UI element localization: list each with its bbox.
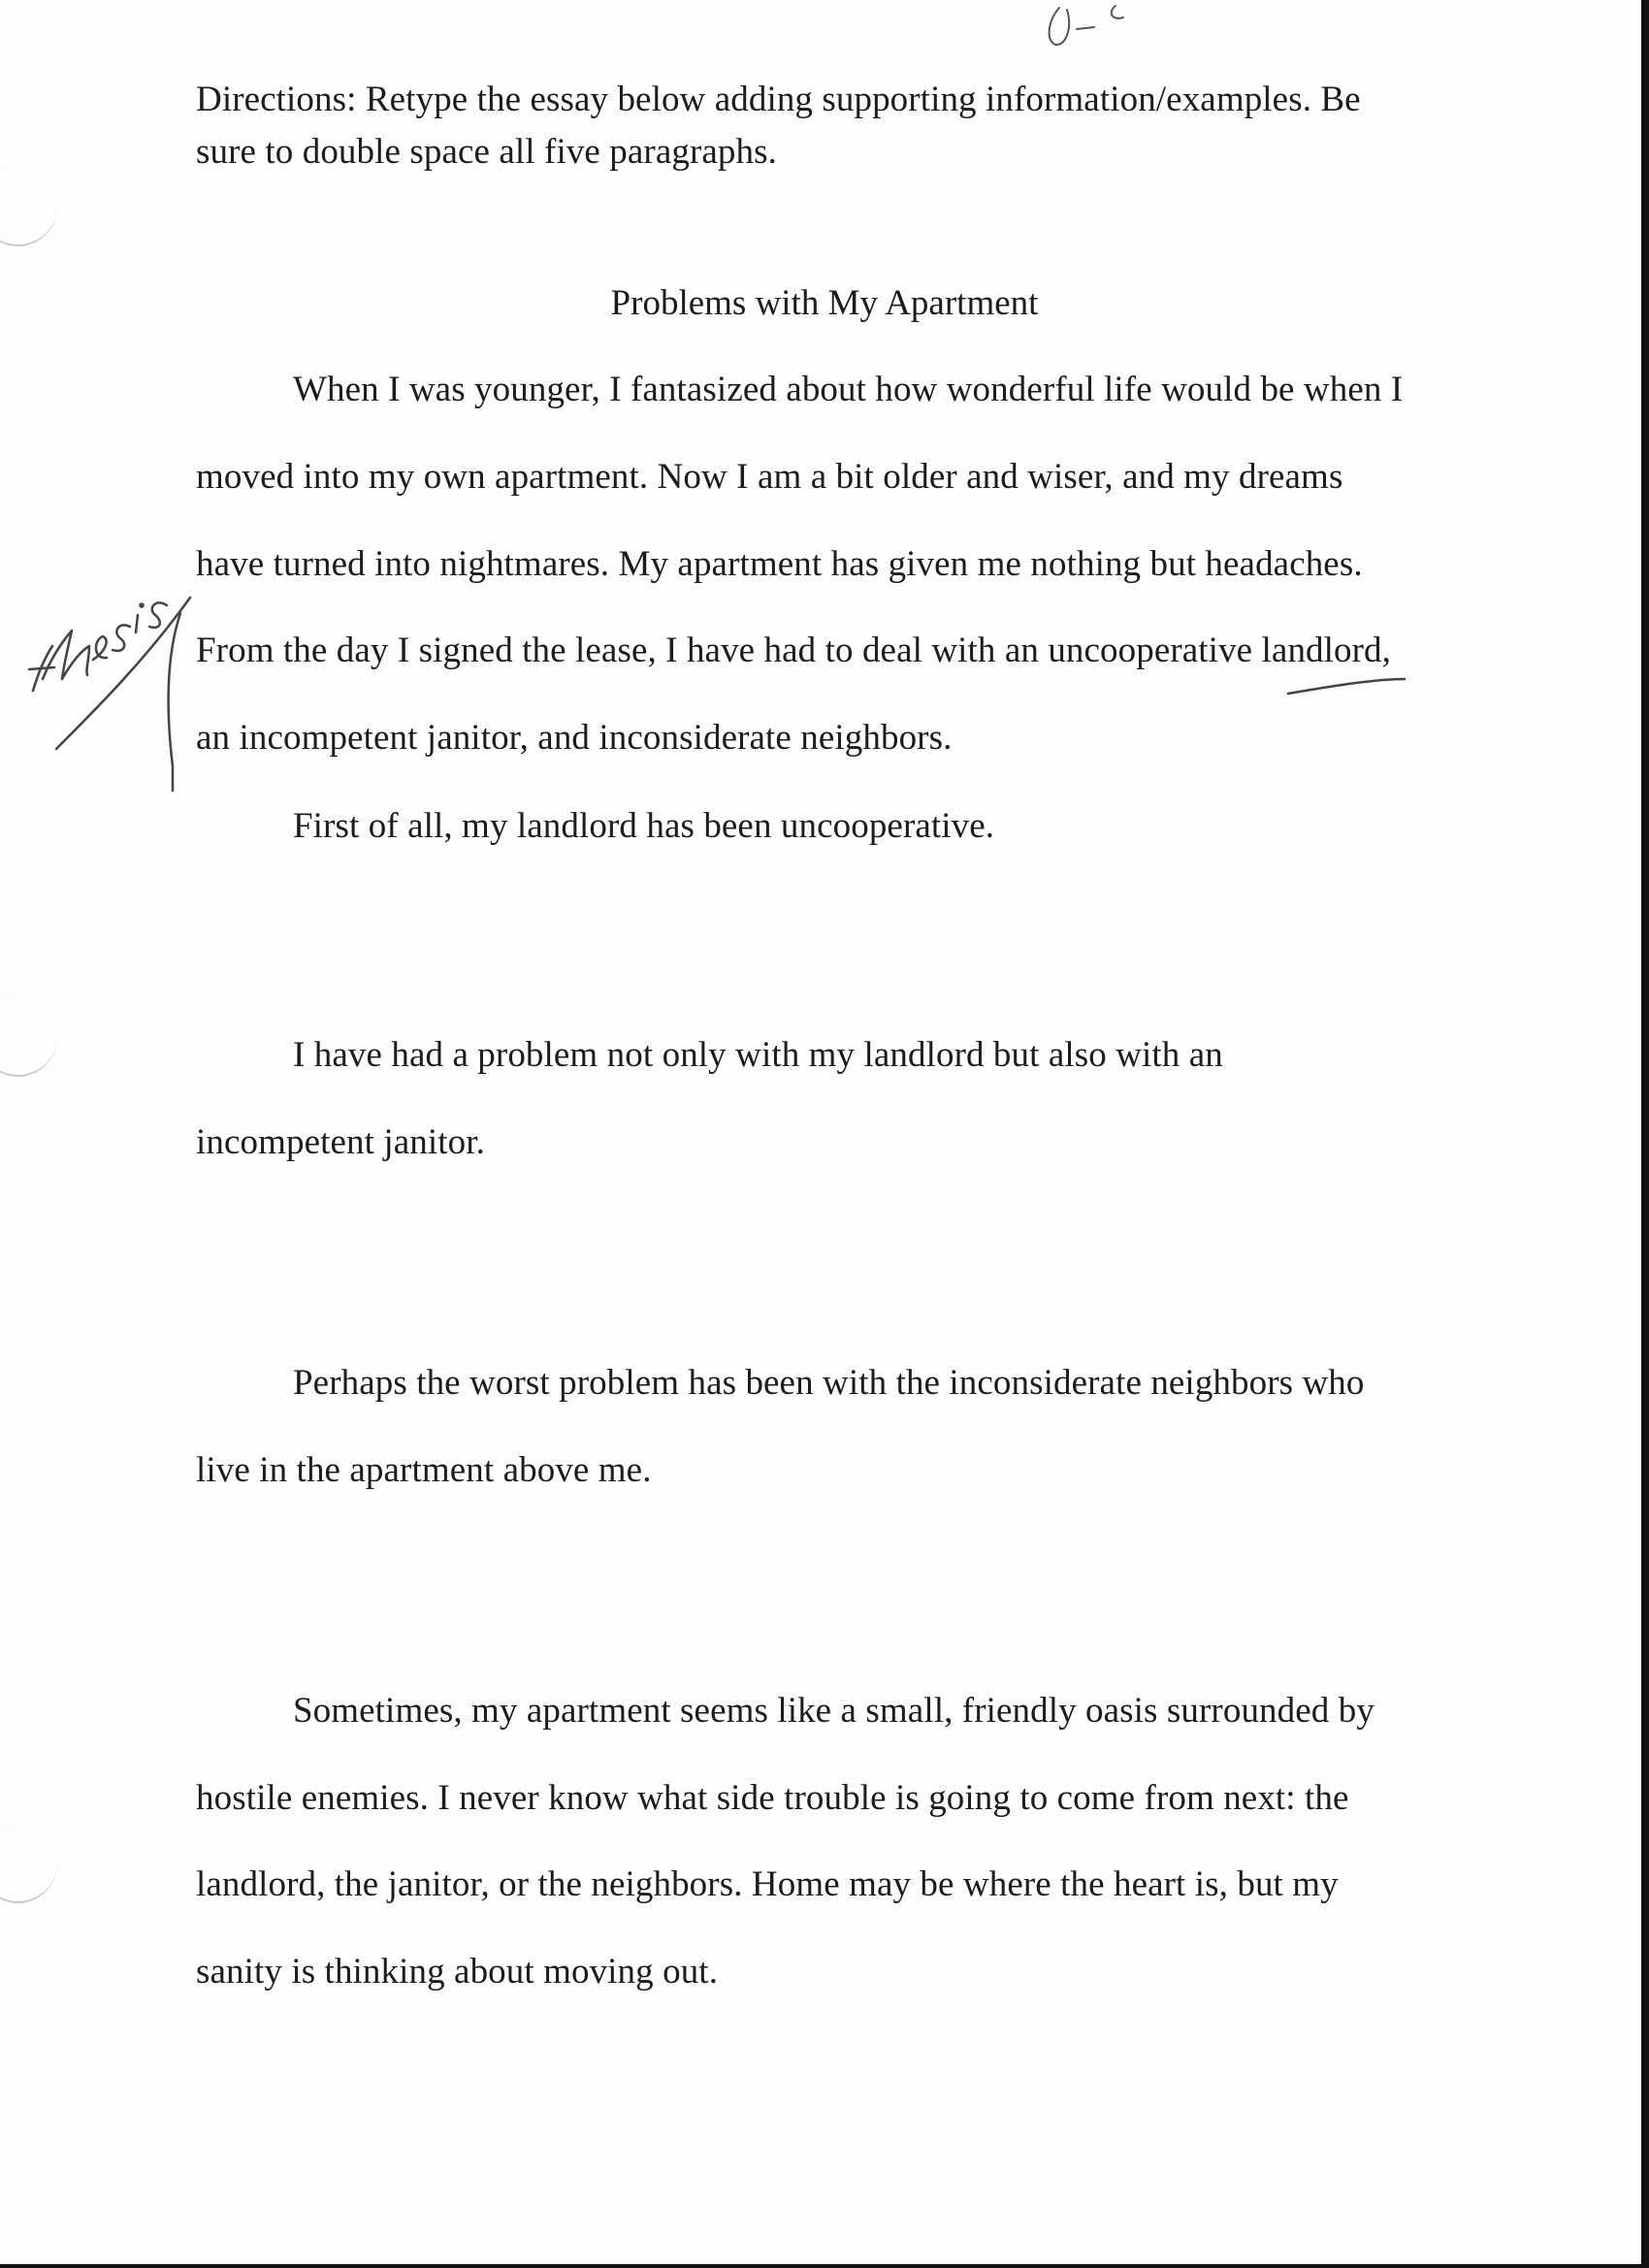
landlord-underline xyxy=(1288,679,1405,694)
conclusion-line-3: landlord, the janitor, or the neighbors. Home may be where the heart is, but my xyxy=(196,1864,1339,1904)
intro-line-1: When I was younger, I fantasized about how wonderful life would be when I xyxy=(293,370,1404,409)
essay-title: Problems with My Apartment xyxy=(610,283,1039,323)
scan-edge-bottom xyxy=(0,2264,1649,2268)
intro-line-5: an incompetent janitor, and inconsiderate neighbors. xyxy=(196,718,953,758)
thesis-pointer xyxy=(56,598,190,749)
directions-line-1: Directions: Retype the essay below adding supporting information/examples. Be xyxy=(196,80,1361,119)
body2-line-1: I have had a problem not only with my landlord but also with an xyxy=(293,1035,1223,1075)
directions-line-2: sure to double space all five paragraphs. xyxy=(196,132,777,172)
body2-line-2: incompetent janitor. xyxy=(196,1122,485,1162)
scan-edge-right xyxy=(1641,0,1649,2268)
binder-hole-top xyxy=(0,167,57,246)
intro-line-4: From the day I signed the lease, I have had to deal with an uncooperative landlord, xyxy=(196,631,1391,670)
intro-line-3: have turned into nightmares. My apartment has given me nothing but headaches. xyxy=(196,544,1363,584)
conclusion-line-4: sanity is thinking about moving out. xyxy=(196,1952,719,1992)
thesis-bracket xyxy=(169,613,180,791)
conclusion-line-1: Sometimes, my apartment seems like a small, friendly oasis surrounded by xyxy=(293,1691,1374,1731)
binder-hole-middle xyxy=(0,997,57,1077)
body1-line-1: First of all, my landlord has been uncooperative. xyxy=(293,806,995,846)
intro-line-2: moved into my own apartment. Now I am a bit older and wiser, and my dreams xyxy=(196,457,1343,497)
top-scribble xyxy=(1050,6,1123,45)
conclusion-line-2: hostile enemies. I never know what side trouble is going to come from next: the xyxy=(196,1778,1349,1818)
binder-hole-bottom xyxy=(0,1824,57,1903)
body3-line-1: Perhaps the worst problem has been with the inconsiderate neighbors who xyxy=(293,1363,1365,1403)
margin-note-thesis xyxy=(29,602,167,691)
body3-line-2: live in the apartment above me. xyxy=(196,1450,652,1490)
